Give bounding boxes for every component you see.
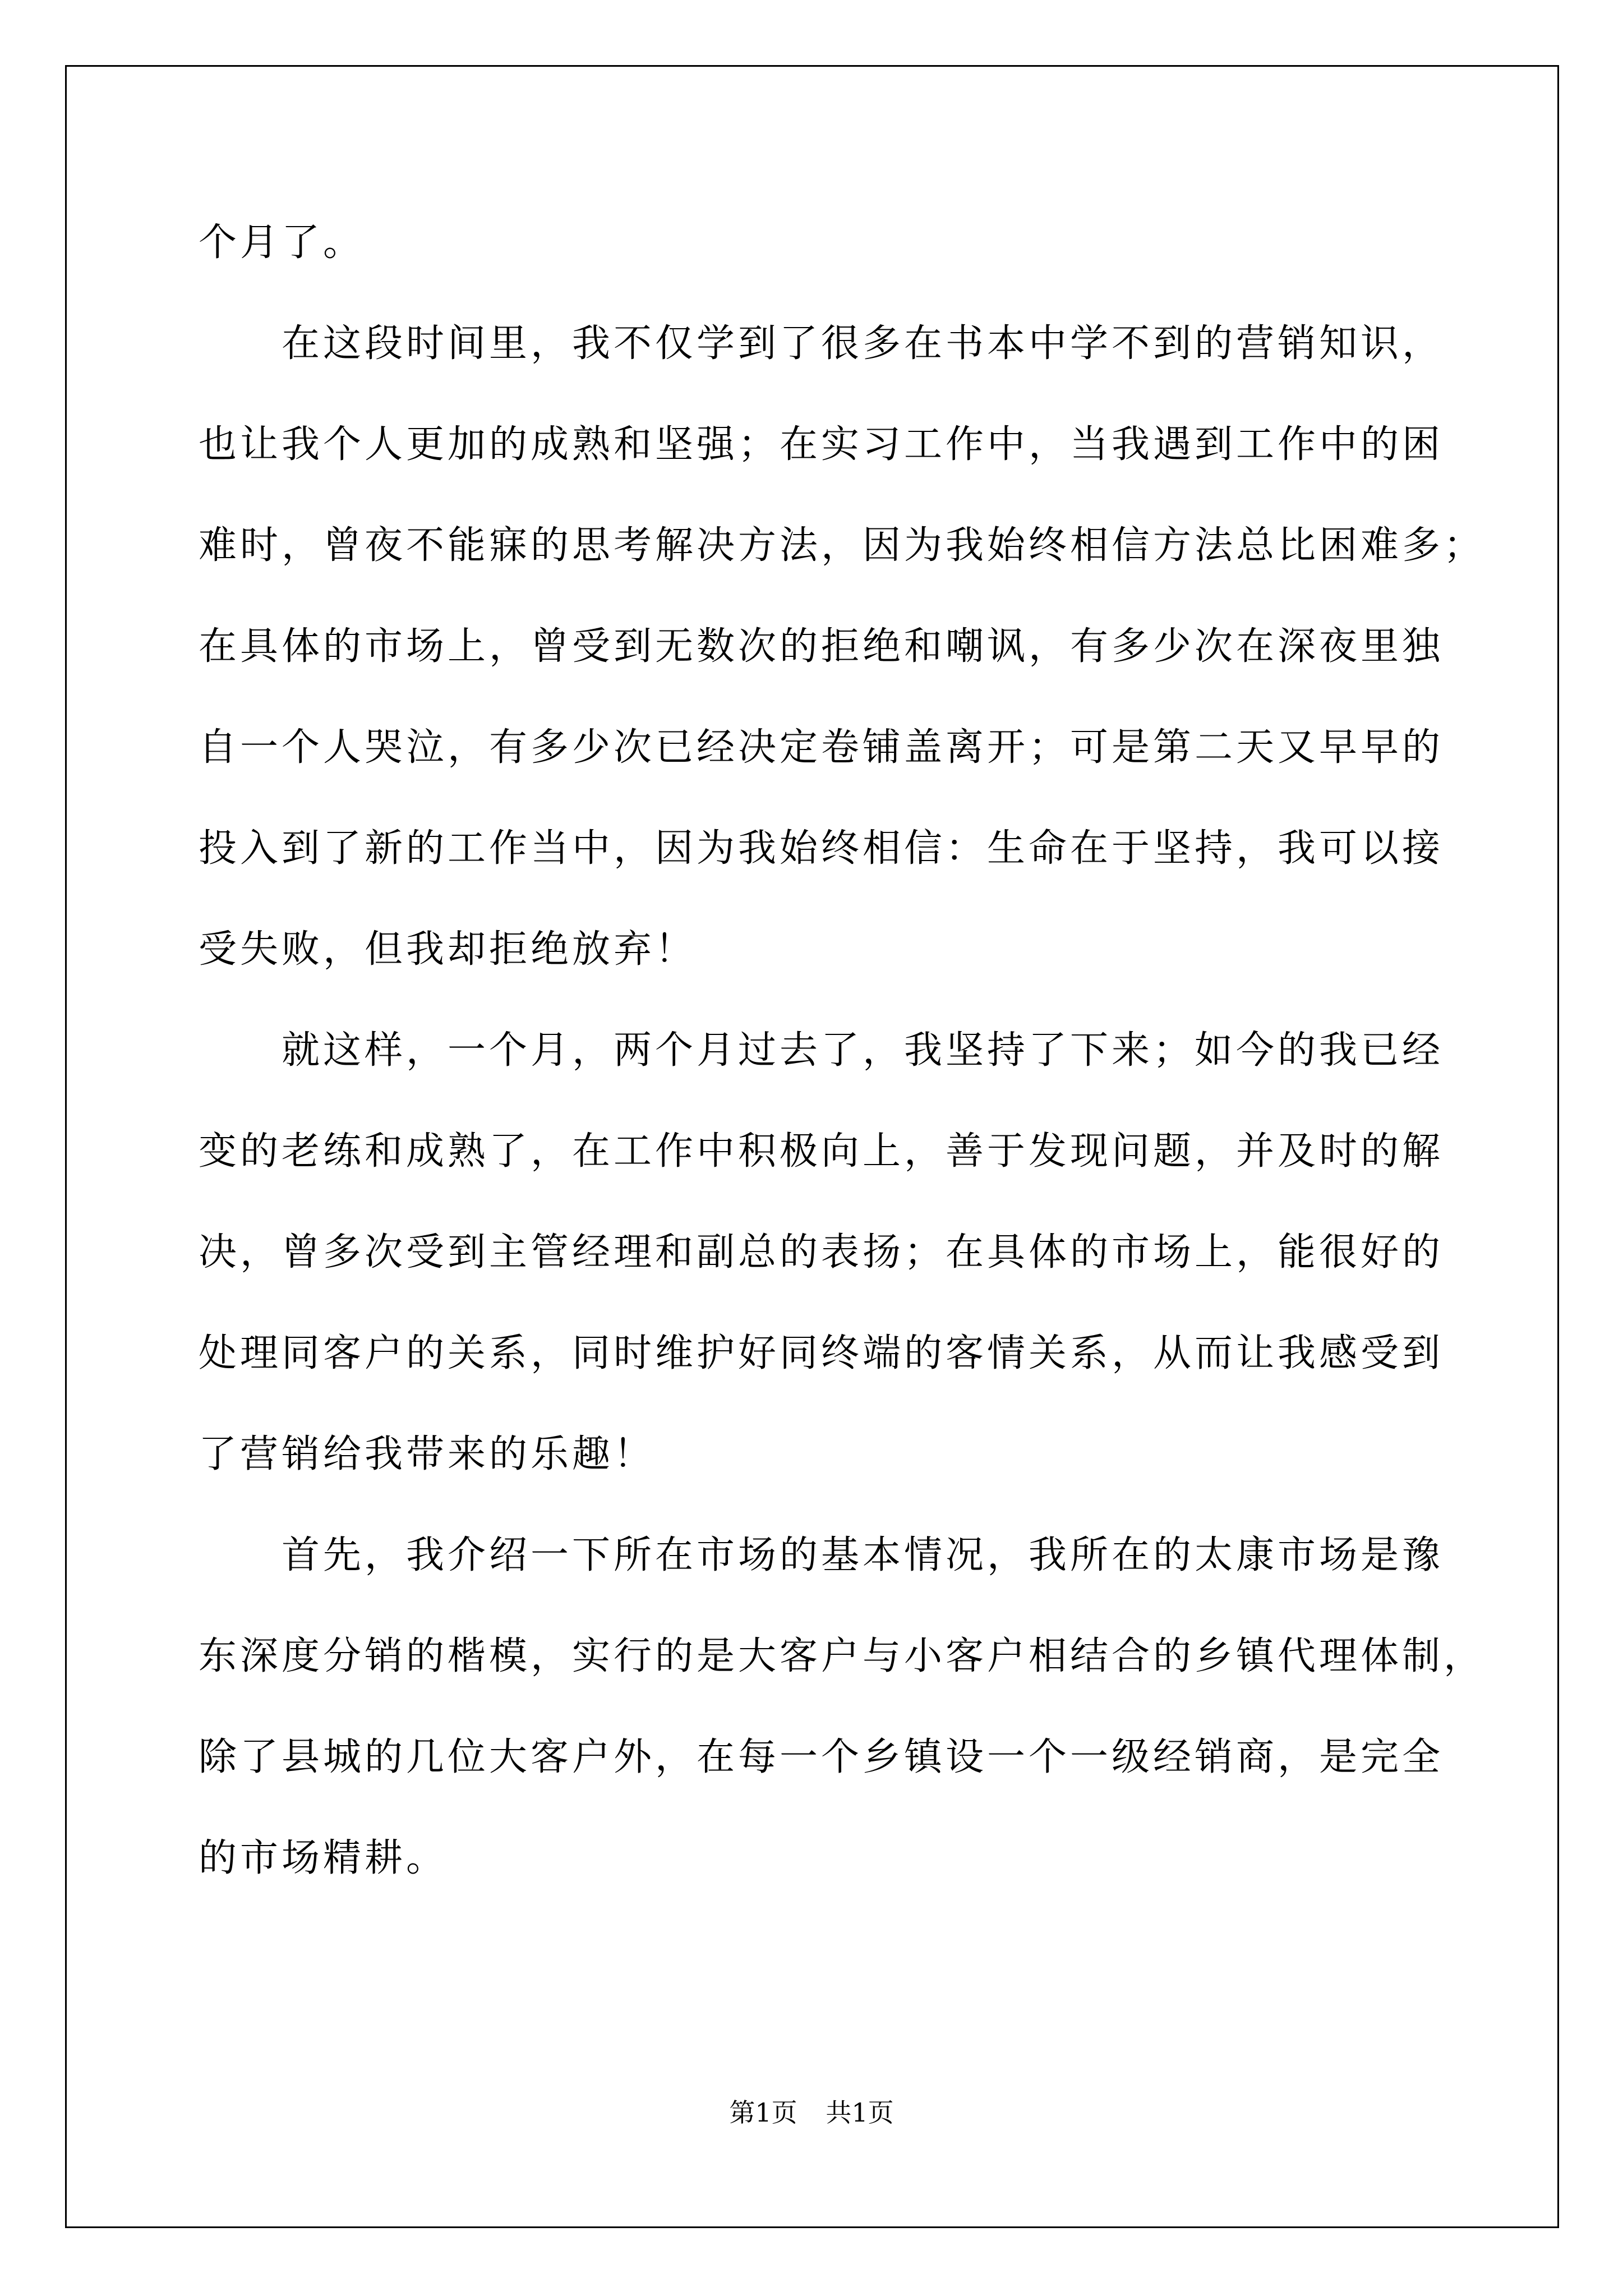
text-line xyxy=(199,215,1438,316)
text-line-content: 在具体的市场上，曾受到无数次的拒绝和嘲讽，有多少次在深夜里独 xyxy=(199,624,1444,669)
text-line-content: 东深度分销的楷模，实行的是大客户与小客户相结合的乡镇代理体制， xyxy=(199,1634,1486,1678)
text-line-content: 投入到了新的工作当中，因为我始终相信：生命在于坚持，我可以接 xyxy=(199,826,1444,871)
page-number-current: 第1页 xyxy=(729,2097,797,2128)
text-line-content: 的市场精耕。 xyxy=(199,1836,448,1880)
text-line-content: 处理同客户的关系，同时维护好同终端的客情关系，从而让我感受到 xyxy=(199,1331,1444,1375)
text-line xyxy=(199,1729,1444,1830)
text-line xyxy=(199,619,1444,720)
text-line-content: 决，曾多次受到主管经理和副总的表扬；在具体的市场上，能很好的 xyxy=(199,1230,1444,1274)
text-line-content: 难时，曾夜不能寐的思考解决方法，因为我始终相信方法总比困难多； xyxy=(199,523,1486,568)
text-line xyxy=(199,417,1444,518)
text-line xyxy=(199,1830,1438,1931)
text-line-content: 个月了。 xyxy=(199,220,365,265)
text-line xyxy=(199,1225,1444,1326)
text-line xyxy=(199,720,1444,821)
text-line xyxy=(199,1023,1444,1124)
text-line xyxy=(199,1326,1444,1427)
document-body xyxy=(199,215,1486,1931)
text-line-content: 也让我个人更加的成熟和坚强；在实习工作中，当我遇到工作中的困 xyxy=(199,422,1444,467)
text-line xyxy=(199,316,1444,417)
text-line-content: 变的老练和成熟了，在工作中积极向上，善于发现问题，并及时的解 xyxy=(199,1129,1444,1174)
text-line-content: 自一个人哭泣，有多少次已经决定卷铺盖离开；可是第二天又早早的 xyxy=(199,725,1444,770)
page-number-total: 共1页 xyxy=(826,2097,894,2128)
text-line xyxy=(199,518,1486,619)
text-line xyxy=(199,922,1438,1023)
text-line-content: 除了县城的几位大客户外，在每一个乡镇设一个一级经销商，是完全 xyxy=(199,1735,1444,1779)
text-line-content: 首先，我介绍一下所在市场的基本情况，我所在的太康市场是豫 xyxy=(282,1533,1444,1577)
text-line xyxy=(199,1628,1486,1729)
text-line-content: 受失败，但我却拒绝放弃！ xyxy=(199,927,697,972)
text-line-content: 在这段时间里，我不仅学到了很多在书本中学不到的营销知识， xyxy=(282,321,1444,366)
text-line xyxy=(199,1124,1444,1225)
text-line xyxy=(199,1527,1444,1628)
text-line-content: 就这样，一个月，两个月过去了，我坚持了下来；如今的我已经 xyxy=(282,1028,1444,1073)
text-line xyxy=(199,821,1444,922)
text-line-content: 了营销给我带来的乐趣！ xyxy=(199,1432,656,1476)
page-footer xyxy=(0,2092,1623,2129)
text-line xyxy=(199,1427,1438,1527)
